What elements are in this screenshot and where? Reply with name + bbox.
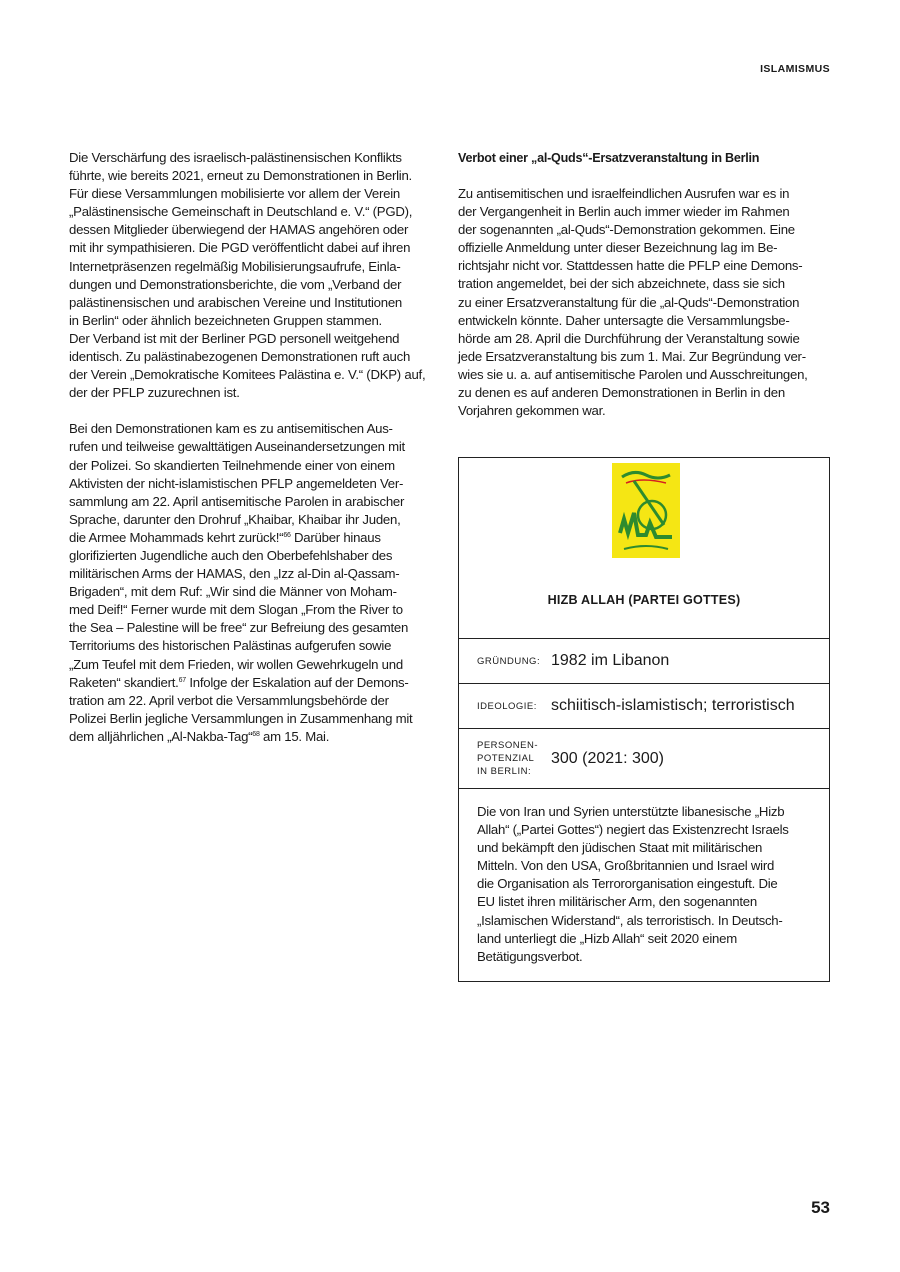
ideology-value: schiitisch-islamistisch; terroristisch [551,697,795,714]
text-line: Brigaden“, mit dem Ruf: „Wir sind die Männer von Moham- [69,584,397,600]
text-line: Allah“ („Partei Gottes“) negiert das Existenzrecht Israels [477,822,789,838]
row-founding [459,639,829,684]
text-line: Raketen“ skandiert. [69,674,179,690]
right-column [458,149,830,420]
label-line: IN BERLIN: [477,766,532,777]
row-potential [459,729,829,789]
text-line: und bekämpft den jüdischen Staat mit militärischen [477,840,763,856]
text-line: Mitteln. Von den USA, Großbritannien und Israel wird [477,858,775,874]
text-line: führte, wie bereits 2021, erneut zu Demonstrationen in Berlin. [69,168,412,184]
text-line: die Organisation als Terrororganisation eingestuft. Die [477,876,778,892]
left-column [69,149,445,746]
hizb-allah-flag-logo [612,463,680,558]
text-line: Bei den Demonstrationen kam es zu antisemitischen Aus- [69,421,393,437]
text-line: die Armee Mohammads kehrt zurück!“ [69,529,284,545]
text-line: Sprache, darunter den Drohruf „Khaibar, Khaibar ihr Juden, [69,511,401,527]
text-line: Vorjahren gekommen war. [458,403,606,419]
text-line: „Islamischen Widerstand“, als terroristisch. In Deutsch- [477,912,783,928]
text-line: „Palästinensische Gemeinschaft in Deutschland e. V.“ (PGD), [69,204,413,220]
text-line: land unterliegt die „Hizb Allah“ seit 2020 einem [477,930,737,946]
text-line: Polizei Berlin jegliche Versammlungen in Zusammenhang mit [69,710,413,726]
text-line: EU listet ihren militärischer Arm, den sogenannten [477,894,757,910]
text-line: der Polizei. So skandierten Teilnehmende einer von einem [69,457,395,473]
text-line: Aktivisten der nicht-islamistischen PFLP angemeldeten Ver- [69,475,404,491]
text-line: der der PFLP zuzurechnen ist. [69,385,240,401]
text-line: tration angemeldet, bei der sich abzeichnete, dass sie sich [458,276,785,292]
text-line: palästinensischen und arabischen Vereine und Institutionen [69,294,403,310]
text-line: Die von Iran und Syrien unterstützte libanesische „Hizb [477,804,785,819]
text-line: Betätigungsverbot. [477,948,583,964]
paragraph-demonstrations [69,420,445,746]
text-line: identisch. Zu palästinabezogenen Demonstrationen ruft auch [69,349,411,365]
text-line: Die Verschärfung des israelisch-palästinensischen Konflikts [69,150,402,165]
ideology-label: IDEOLOGIE: [477,700,537,712]
text-line: Infolge der Eskalation auf der Demons- [185,674,409,690]
text-line: zu denen es auf anderen Demonstrationen in Berlin in den [458,385,785,401]
potential-label [459,739,551,778]
text-line: entwickeln könnte. Daher untersagte die Versammlungsbe- [458,312,790,328]
text-line: dem alljährlichen „Al-Nakba-Tag“ [69,728,253,744]
text-line: med Deif!“ Ferner wurde mit dem Slogan „From the River to [69,602,403,618]
text-line: sammlung am 22. April antisemitische Parolen in arabischer [69,493,405,509]
text-line: tration am 22. April verbot die Versammlungsbehörde der [69,692,389,708]
label-line: POTENZIAL [477,753,535,764]
text-line: Territoriums des historischen Palästinas aufgerufen sowie [69,638,392,654]
text-line: Der Verband ist mit der Berliner PGD personell weitgehend [69,330,400,346]
text-line: Darüber hinaus [290,529,381,545]
footnote-ref-68[interactable]: 68 [252,730,260,738]
text-line: militärischen Arms der HAMAS, den „Izz al-Din al-Qassam- [69,566,400,582]
text-line: der Verein „Demokratische Komitees Palästina e. V.“ (DKP) auf, [69,367,426,383]
text-line: jede Ersatzveranstaltung bis zum 1. Mai. Zur Begründung ver- [458,348,806,364]
text-line: offizielle Anmeldung unter dieser Bezeichnung lag im Be- [458,240,778,256]
paragraph-pgd [69,149,445,402]
text-line: Für diese Versammlungen mobilisierte vor allem der Verein [69,186,400,202]
text-line: „Zum Teufel mit dem Frieden, wir wollen Gewehrkugeln und [69,656,403,672]
text-line: glorifizierten Jugendliche auch den Oberbefehlshaber des [69,547,393,563]
text-line: am 15. Mai. [259,728,330,744]
organization-description [459,789,829,966]
text-line: dessen Mitglieder überwiegend der HAMAS angehören oder [69,222,409,238]
label-line: PERSONEN- [477,740,538,751]
text-line: zu einer Ersatzveranstaltung für die „al-Quds“-Demonstration [458,294,800,310]
text-line: Zu antisemitischen und israelfeindlichen Ausrufen war es in [458,186,790,201]
text-line: richtsjahr nicht vor. Stattdessen hatte die PFLP eine Demons- [458,258,803,274]
section-header: ISLAMISMUS [760,63,830,75]
text-line: der sogenannten „al-Quds“-Demonstration gekommen. Eine [458,222,795,238]
footnote-ref-67[interactable]: 67 [178,676,186,684]
paragraph-al-quds [458,185,830,420]
text-line: wies sie u. a. auf antisemitische Parolen und Ausschreitungen, [458,366,808,382]
organization-title: HIZB ALLAH (PARTEI GOTTES) [547,593,741,607]
potential-value: 300 (2021: 300) [551,749,664,767]
text-line: der Vergangenheit in Berlin auch immer wieder im Rahmen [458,204,790,220]
text-line: hörde am 28. April die Durchführung der Veranstaltung sowie [458,330,800,346]
founding-value: 1982 im Libanon [551,652,670,669]
infobox-header [459,458,829,639]
text-line: mit ihr sympathisieren. Die PGD veröffentlicht dabei auf ihren [69,240,411,256]
footnote-ref-66[interactable]: 66 [283,531,291,539]
text-line: the Sea – Palestine will be free“ zur Befreiung des gesamten [69,620,409,636]
text-line: in Berlin“ oder ähnlich bezeichneten Gruppen stammen. [69,312,382,328]
row-ideology [459,684,829,729]
page-number: 53 [811,1198,830,1217]
founding-label: GRÜNDUNG: [477,655,541,667]
section-heading: Verbot einer „al-Quds“-Ersatzveranstaltung in Berlin [458,151,760,165]
text-line: Internetpräsenzen regelmäßig Mobilisierungsaufrufe, Einla- [69,258,401,274]
organization-infobox [458,457,830,982]
text-line: dungen und Demonstrationsberichte, die vom „Verband der [69,276,402,292]
text-line: rufen und teilweise gewalttätigen Auseinandersetzungen mit [69,439,405,455]
